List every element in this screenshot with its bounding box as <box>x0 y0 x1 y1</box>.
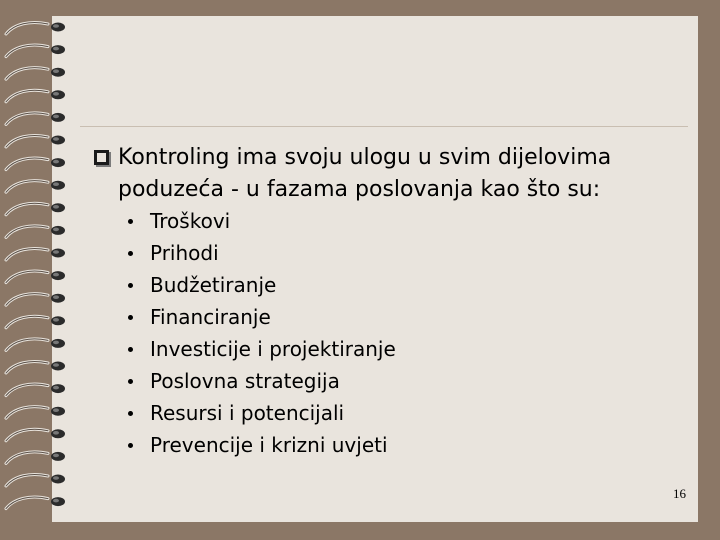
list-item: Prevencije i krizni uvjeti <box>128 429 396 461</box>
heading-line-2 <box>90 174 690 206</box>
divider-line <box>80 126 688 127</box>
heading-line-1 <box>90 142 690 174</box>
heading-text-1: Kontroling ima svoju ulogu u svim dijelovima <box>118 145 612 170</box>
list-item: Troškovi <box>128 205 396 237</box>
spiral-binding-icon <box>0 0 90 540</box>
list-item: Poslovna strategija <box>128 365 396 397</box>
slide-heading <box>90 142 690 206</box>
hollow-square-bullet-icon <box>94 150 109 165</box>
list-item: Resursi i potencijali <box>128 397 396 429</box>
list-item: Financiranje <box>128 301 396 333</box>
list-item: Budžetiranje <box>128 269 396 301</box>
list-item: Investicije i projektiranje <box>128 333 396 365</box>
list-item: Prihodi <box>128 237 396 269</box>
heading-text-2: poduzeća - u fazama poslovanja kao što su: <box>118 177 601 202</box>
bullet-list <box>128 205 396 461</box>
page-number: 16 <box>673 486 686 501</box>
